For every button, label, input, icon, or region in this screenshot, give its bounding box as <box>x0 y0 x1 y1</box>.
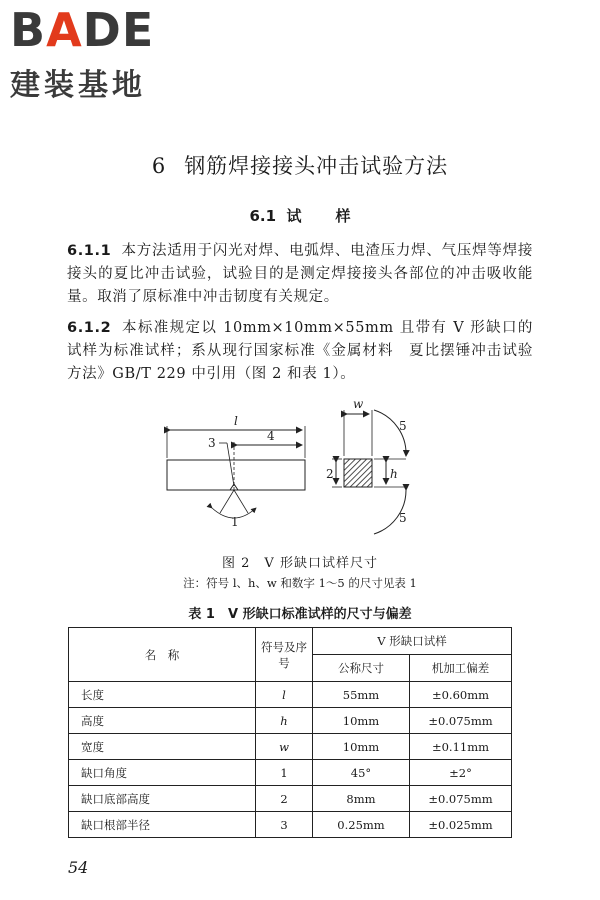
label-4: 4 <box>267 429 275 443</box>
table-row: 宽度 w 10mm ±0.11mm <box>69 734 512 760</box>
section-title: 6.1 试 样 <box>249 207 351 225</box>
label-1: 1 <box>231 515 239 529</box>
clause-paragraph <box>67 240 533 309</box>
header-group: V 形缺口试样 <box>313 628 512 655</box>
brand-subtitle: 建装基地 <box>10 68 146 103</box>
cross-section <box>344 459 372 487</box>
table-caption: 表 1 V 形缺口标准试样的尺寸与偏差 <box>188 607 412 622</box>
clause-text: 本方法适用于闪光对焊、电弧焊、电渣压力焊、气压焊等焊接接头的夏比冲击试验，试验目的是测定焊接接头各部位的冲击吸收能量。取消了原标准中冲击韧度有关规定。 <box>67 243 533 305</box>
specimen-bar <box>167 460 305 490</box>
clause-number: 6.1.1 <box>67 243 112 259</box>
page-number: 54 <box>68 858 89 877</box>
label-2: 2 <box>326 467 334 481</box>
figure-note: 注：符号 l、h、w 和数字 1～5 的尺寸见表 1 <box>183 576 417 590</box>
header-symbol: 符号及序号 <box>256 628 313 682</box>
chapter-number: 6 <box>151 154 167 178</box>
clause-number: 6.1.2 <box>67 320 112 336</box>
section-number: 6.1 <box>249 207 277 225</box>
specimen-figure <box>150 398 450 538</box>
brand-logo: BADE <box>10 3 155 57</box>
chapter-title-text: 钢筋焊接接头冲击试验方法 <box>184 154 449 178</box>
angle-arc-5-top <box>374 410 406 456</box>
header-nominal: 公称尺寸 <box>313 655 410 682</box>
header-name: 名 称 <box>69 628 256 682</box>
label-5-bottom: 5 <box>399 511 407 525</box>
header-tolerance: 机加工偏差 <box>410 655 512 682</box>
label-5-top: 5 <box>399 419 407 433</box>
table-row: 缺口根部半径 3 0.25mm ±0.025mm <box>69 812 512 838</box>
table-row: 缺口底部高度 2 8mm ±0.075mm <box>69 786 512 812</box>
clause-text: 本标准规定以 10mm×10mm×55mm 且带有 V 形缺口的试样为标准试样；系从现行国家标准《金属材料 夏比摆锤冲击试验方法》GB/T 229 中引用（图 2 和表 1）。 <box>67 320 533 382</box>
chapter-title <box>0 150 600 180</box>
label-l: l <box>234 414 238 428</box>
label-3: 3 <box>208 436 216 450</box>
dimension-table <box>68 627 512 838</box>
label-w: w <box>353 398 364 411</box>
clause-paragraph <box>67 317 533 386</box>
label-h: h <box>390 467 398 481</box>
table-row: 长度 l 55mm ±0.60mm <box>69 682 512 708</box>
table-row: 高度 h 10mm ±0.075mm <box>69 708 512 734</box>
table-row: 缺口角度 1 45° ±2° <box>69 760 512 786</box>
figure-caption: 图 2 V 形缺口试样尺寸 <box>222 556 378 571</box>
